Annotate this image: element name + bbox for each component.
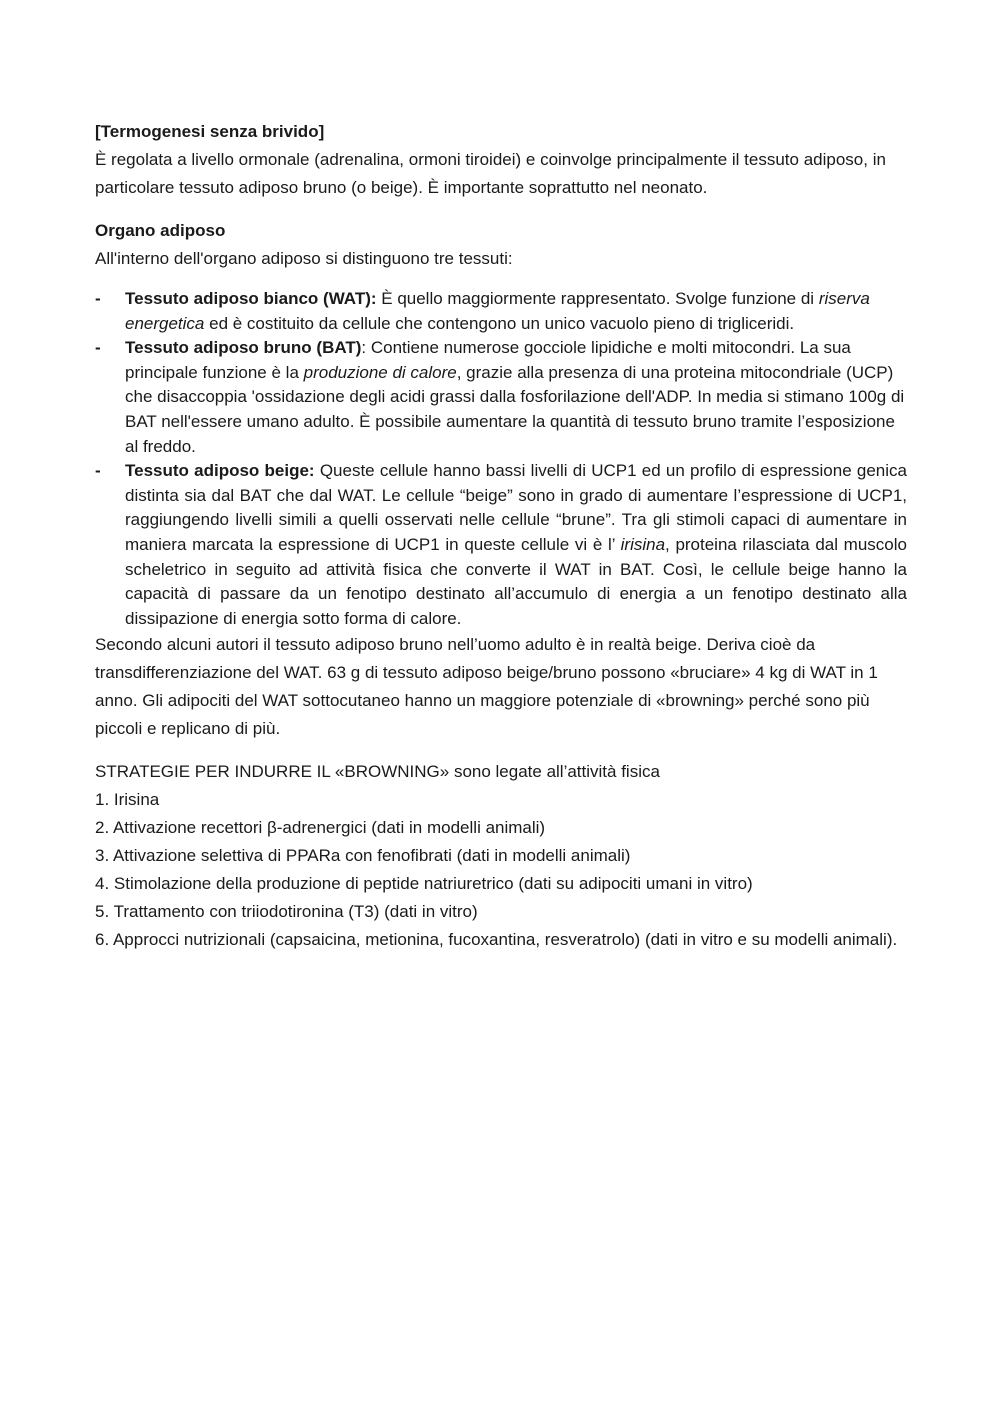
list-item: 1. Irisina	[95, 790, 160, 810]
term-beige: Tessuto adiposo beige:	[125, 461, 315, 481]
list-item-wat	[95, 287, 907, 336]
list-item: 6. Approcci nutrizionali (capsaicina, metionina, fucoxantina, resveratrolo) (dati in vitro e su modelli animali).	[95, 930, 898, 950]
bullet-dash: -	[95, 289, 101, 308]
text: , proteina rilasciata dal muscolo scheletrico in seguito ad attività fisica che converte il WAT in BAT. Così, le cellule beige hanno la capacità di passare da un fenotipo destinato all’accumulo di energia a un fenotipo destinato alla dissipazione di energia sotto forma di calore.	[125, 534, 907, 628]
section-heading-termogenesi: [Termogenesi senza brivido]	[95, 122, 325, 141]
section-heading-strategie: STRATEGIE PER INDURRE IL «BROWNING» sono legate all’attività fisica	[95, 762, 660, 782]
text: È quello maggiormente rappresentato. Svolge funzione di	[376, 289, 819, 308]
list-item: 4. Stimolazione della produzione di peptide natriuretrico (dati su adipociti umani in vitro)	[95, 874, 753, 894]
paragraph-intro: All'interno dell'organo adiposo si distinguono tre tessuti:	[95, 249, 513, 268]
tissue-list	[95, 287, 907, 631]
emphasis: produzione di calore	[303, 362, 457, 382]
emphasis: riserva energetica	[125, 289, 870, 333]
list-item: 3. Attivazione selettiva di PPARa con fenofibrati (dati in modelli animali)	[95, 846, 631, 866]
list-item: 2. Attivazione recettori β-adrenergici (dati in modelli animali)	[95, 818, 546, 838]
list-item-beige	[95, 459, 907, 631]
paragraph-closing: Secondo alcuni autori il tessuto adiposo bruno nell’uomo adulto è in realtà beige. Deriva cioè da transdifferenziazione del WAT. 63 g di tessuto adiposo beige/bruno possono «bruciare» 4 kg di WAT in 1 anno. Gli adipociti del WAT sottocutaneo hanno un maggiore potenziale di «browning» perché sono più piccoli e replicano di più.	[95, 635, 878, 739]
list-item: 5. Trattamento con triiodotironina (T3) (dati in vitro)	[95, 902, 478, 922]
section-heading-organo-adiposo: Organo adiposo	[95, 221, 226, 240]
emphasis: irisina	[620, 534, 666, 554]
text: , grazie alla presenza di una proteina mitocondriale (UCP) che disaccoppia 'ossidazione degli acidi grassi dalla fosforilazione dell'ADP. In media si stimano 100g di BAT nell'essere umano adulto. È possibile aumentare la quantità di tessuto bruno tramite l’esposizione al freddo.	[125, 362, 905, 456]
text: Queste cellule hanno bassi livelli di UCP1 ed un profilo di espressione genica distinta sia dal BAT che dal WAT. Le cellule “beige” sono in grado di aumentare l’espressione di UCP1, raggiungendo livelli simili a quelli osservati nelle cellule “brune”. Tra gli stimoli capaci di aumentare in maniera marcata la espressione di UCP1 in queste cellule vi è l’	[125, 461, 907, 554]
list-item-bat	[95, 336, 907, 459]
document-page	[95, 118, 907, 954]
term-bat: Tessuto adiposo bruno (BAT)	[125, 338, 362, 358]
term-wat: Tessuto adiposo bianco (WAT):	[125, 289, 377, 308]
text: : Contiene numerose gocciole lipidiche e molti mitocondri. La sua principale funzione è la	[125, 338, 851, 382]
paragraph-termogenesi: È regolata a livello ormonale (adrenalina, ormoni tiroidei) e coinvolge principalmente il tessuto adiposo, in particolare tessuto adiposo bruno (o beige). È importante soprattutto nel neonato.	[95, 150, 886, 197]
bullet-dash: -	[95, 461, 101, 481]
bullet-dash: -	[95, 338, 101, 358]
text: ed è costituito da cellule che contengono un unico vacuolo pieno di trigliceridi.	[204, 313, 795, 333]
